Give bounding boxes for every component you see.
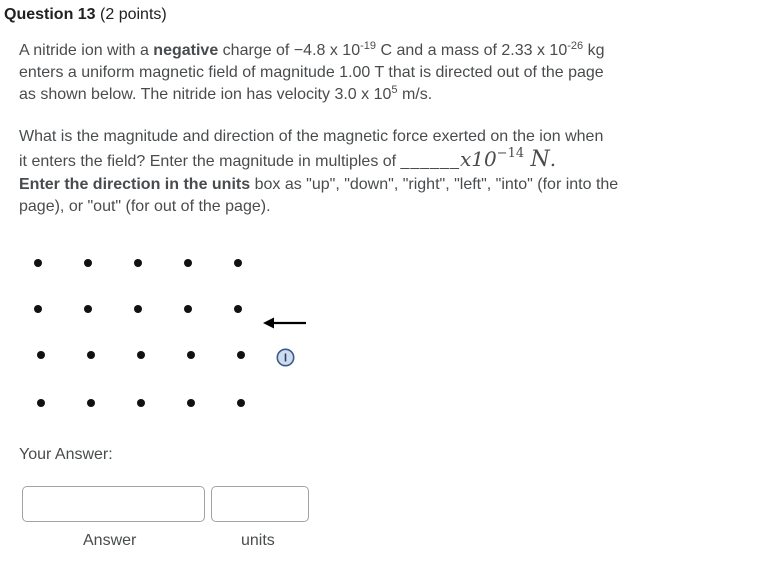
field-dot bbox=[237, 351, 245, 359]
field-dot bbox=[84, 305, 92, 313]
velocity-arrow-icon bbox=[263, 316, 307, 330]
units-field-label: units bbox=[241, 532, 275, 549]
field-dot bbox=[234, 259, 242, 267]
question-header bbox=[4, 6, 167, 24]
field-dot bbox=[34, 305, 42, 313]
field-dot bbox=[187, 399, 195, 407]
prompt-line-4: page), or "out" (for out of the page). bbox=[19, 198, 271, 215]
field-dot bbox=[237, 399, 245, 407]
field-dot bbox=[184, 259, 192, 267]
question-prompt bbox=[19, 126, 719, 218]
field-dot bbox=[34, 259, 42, 267]
question-points: (2 points) bbox=[100, 6, 167, 23]
units-expression: $x10^{-14}$ N. bbox=[459, 146, 557, 172]
answer-blank: ______ bbox=[400, 153, 460, 170]
field-dot bbox=[234, 305, 242, 313]
prompt-line-3: Enter the direction in the units box as "up", "down", "right", "left", "into" (for into the bbox=[19, 176, 619, 193]
units-input[interactable] bbox=[211, 486, 309, 522]
statement-line-1: A nitride ion with a negative charge of −4.8 x $10^{-19}$ C and a mass of 2.33 x $10^{-26}$ kg bbox=[19, 40, 605, 59]
statement-line-3: as shown below. The nitride ion has velocity 3.0 x $10^5$ m/s. bbox=[19, 84, 433, 103]
problem-statement bbox=[19, 40, 719, 106]
question-number: Question 13 bbox=[4, 6, 96, 23]
prompt-line-2: it enters the field? Enter the magnitude in multiples of $\_\_\_\_\_\_x10^{-14}$ N. bbox=[19, 146, 557, 172]
answer-input[interactable] bbox=[22, 486, 205, 522]
field-dot bbox=[134, 259, 142, 267]
statement-line-2: enters a uniform magnetic field of magnitude 1.00 T that is directed out of the page bbox=[19, 64, 604, 81]
field-dot bbox=[137, 399, 145, 407]
field-dot bbox=[87, 399, 95, 407]
prompt-line-1: What is the magnitude and direction of the magnetic force exerted on the ion when bbox=[19, 128, 604, 145]
field-dot bbox=[134, 305, 142, 313]
field-dot bbox=[187, 351, 195, 359]
your-answer-label: Your Answer: bbox=[19, 446, 113, 463]
field-dot bbox=[137, 351, 145, 359]
field-dot bbox=[87, 351, 95, 359]
answer-field-label: Answer bbox=[83, 532, 137, 549]
field-dot bbox=[184, 305, 192, 313]
nitride-ion-icon bbox=[276, 348, 295, 367]
field-dot bbox=[37, 399, 45, 407]
field-dot bbox=[37, 351, 45, 359]
field-dot bbox=[84, 259, 92, 267]
